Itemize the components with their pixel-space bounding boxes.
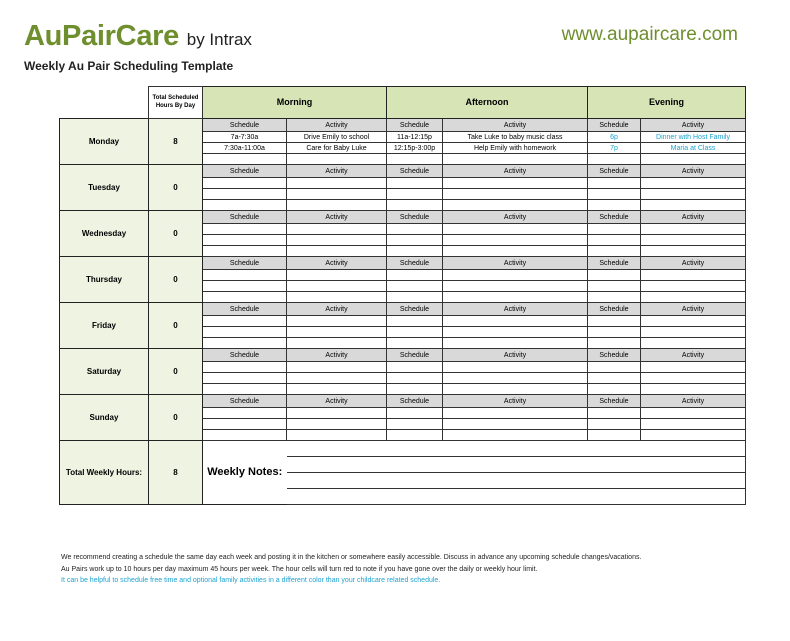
schedule-cell[interactable] (387, 281, 443, 292)
schedule-cell[interactable] (203, 178, 287, 189)
schedule-cell[interactable] (203, 292, 287, 303)
schedule-cell[interactable] (588, 373, 641, 384)
schedule-cell[interactable] (588, 154, 641, 165)
activity-cell[interactable] (641, 292, 746, 303)
activity-cell[interactable] (287, 292, 387, 303)
total-weekly-hours-value: 8 (149, 441, 203, 505)
activity-cell[interactable] (287, 246, 387, 257)
schedule-cell[interactable] (203, 408, 287, 419)
activity-cell[interactable]: Help Emily with homework (443, 143, 588, 154)
day-label-wednesday: Wednesday (60, 211, 149, 257)
activity-cell[interactable]: Dinner with Host Family (641, 132, 746, 143)
activity-cell[interactable] (641, 154, 746, 165)
activity-cell[interactable] (287, 270, 387, 281)
logo-text: AuPairCare (24, 20, 179, 52)
activity-cell[interactable] (641, 200, 746, 211)
schedule-column-header: Schedule (588, 119, 641, 132)
activity-cell[interactable] (443, 384, 588, 395)
evening-header: Evening (588, 87, 746, 119)
activity-cell[interactable] (443, 235, 588, 246)
schedule-cell[interactable] (588, 362, 641, 373)
day-hours-wednesday[interactable]: 0 (149, 211, 203, 257)
schedule-cell[interactable] (203, 281, 287, 292)
activity-cell[interactable] (641, 235, 746, 246)
schedule-column-header: Schedule (387, 211, 443, 224)
schedule-cell[interactable] (588, 281, 641, 292)
schedule-cell[interactable] (387, 316, 443, 327)
activity-cell[interactable] (443, 373, 588, 384)
activity-cell[interactable] (641, 338, 746, 349)
activity-cell[interactable]: Take Luke to baby music class (443, 132, 588, 143)
schedule-column-header: Schedule (588, 349, 641, 362)
activity-column-header: Activity (641, 395, 746, 408)
activity-cell[interactable] (641, 373, 746, 384)
schedule-cell[interactable] (588, 270, 641, 281)
monday-subheader-row (60, 119, 746, 132)
day-hours-monday[interactable]: 8 (149, 119, 203, 165)
schedule-column-header: Schedule (588, 303, 641, 316)
activity-cell[interactable] (641, 419, 746, 430)
activity-cell[interactable] (287, 419, 387, 430)
activity-cell[interactable] (287, 327, 387, 338)
schedule-cell[interactable] (203, 235, 287, 246)
activity-cell[interactable]: Maria at Class (641, 143, 746, 154)
activity-cell[interactable]: Drive Emily to school (287, 132, 387, 143)
schedule-cell[interactable] (203, 327, 287, 338)
schedule-cell[interactable] (203, 362, 287, 373)
activity-cell[interactable] (443, 224, 588, 235)
schedule-cell[interactable] (387, 235, 443, 246)
sunday-subheader-row (60, 395, 746, 408)
schedule-cell[interactable] (588, 292, 641, 303)
activity-column-header: Activity (641, 303, 746, 316)
activity-cell[interactable] (443, 316, 588, 327)
activity-cell[interactable] (287, 430, 387, 441)
schedule-cell[interactable] (387, 178, 443, 189)
activity-column-header: Activity (443, 349, 588, 362)
footer-line-3: It can be helpful to schedule free time and optional family activities in a different color than your childcare related schedule. (61, 577, 441, 584)
schedule-cell[interactable] (387, 189, 443, 200)
schedule-cell[interactable] (387, 408, 443, 419)
activity-cell[interactable] (443, 430, 588, 441)
activity-cell[interactable] (287, 178, 387, 189)
activity-column-header: Activity (287, 395, 387, 408)
activity-cell[interactable] (641, 178, 746, 189)
schedule-column-header: Schedule (203, 349, 287, 362)
schedule-column-header: Schedule (387, 303, 443, 316)
aupaircare-logo (24, 20, 252, 53)
activity-cell[interactable] (443, 327, 588, 338)
activity-column-header: Activity (641, 119, 746, 132)
schedule-cell[interactable] (203, 373, 287, 384)
activity-column-header: Activity (287, 257, 387, 270)
schedule-cell[interactable] (203, 419, 287, 430)
activity-cell[interactable] (443, 200, 588, 211)
activity-cell[interactable] (287, 338, 387, 349)
page-title: Weekly Au Pair Scheduling Template (24, 59, 234, 73)
activity-cell[interactable] (641, 362, 746, 373)
activity-column-header: Activity (641, 257, 746, 270)
schedule-cell[interactable]: 6p (588, 132, 641, 143)
schedule-cell[interactable] (588, 384, 641, 395)
notes-row (60, 441, 746, 457)
activity-cell[interactable] (443, 270, 588, 281)
weekly-notes-line[interactable] (287, 441, 746, 457)
schedule-cell[interactable] (588, 338, 641, 349)
schedule-cell[interactable] (203, 316, 287, 327)
activity-column-header: Activity (287, 165, 387, 178)
activity-cell[interactable] (287, 384, 387, 395)
day-label-saturday: Saturday (60, 349, 149, 395)
schedule-cell[interactable] (203, 270, 287, 281)
schedule-cell[interactable]: 7:30a-11:00a (203, 143, 287, 154)
schedule-cell[interactable]: 7a-7:30a (203, 132, 287, 143)
activity-cell[interactable] (287, 189, 387, 200)
schedule-cell[interactable] (203, 189, 287, 200)
schedule-column-header: Schedule (588, 165, 641, 178)
schedule-column-header: Schedule (588, 257, 641, 270)
schedule-cell[interactable] (387, 270, 443, 281)
logo-subtext: by Intrax (186, 30, 252, 49)
schedule-cell[interactable] (387, 224, 443, 235)
saturday-subheader-row (60, 349, 746, 362)
schedule-column-header: Schedule (387, 165, 443, 178)
activity-cell[interactable] (443, 154, 588, 165)
activity-cell[interactable] (287, 373, 387, 384)
weekly-notes-line[interactable] (287, 457, 746, 473)
schedule-column-header: Schedule (203, 395, 287, 408)
activity-column-header: Activity (287, 303, 387, 316)
day-label-friday: Friday (60, 303, 149, 349)
footer-line-1: We recommend creating a schedule the same day each week and posting it in the kitchen or somewhere easily accessible. Discuss in advance any upcoming schedule changes/vacations. (61, 554, 642, 561)
schedule-cell[interactable] (203, 430, 287, 441)
schedule-cell[interactable] (387, 154, 443, 165)
day-label-tuesday: Tuesday (60, 165, 149, 211)
schedule-column-header: Schedule (203, 119, 287, 132)
activity-cell[interactable] (443, 178, 588, 189)
activity-cell[interactable]: Care for Baby Luke (287, 143, 387, 154)
activity-cell[interactable] (641, 384, 746, 395)
schedule-cell[interactable] (387, 338, 443, 349)
friday-subheader-row (60, 303, 746, 316)
schedule-cell[interactable] (588, 419, 641, 430)
schedule-cell[interactable] (387, 246, 443, 257)
activity-column-header: Activity (641, 211, 746, 224)
schedule-cell[interactable] (203, 154, 287, 165)
activity-cell[interactable] (287, 235, 387, 246)
schedule-column-header: Schedule (203, 257, 287, 270)
activity-cell[interactable] (443, 246, 588, 257)
schedule-cell[interactable] (387, 292, 443, 303)
schedule-cell[interactable] (588, 178, 641, 189)
day-hours-saturday[interactable]: 0 (149, 349, 203, 395)
schedule-column-header: Schedule (203, 211, 287, 224)
activity-column-header: Activity (443, 119, 588, 132)
total-weekly-hours-label: Total Weekly Hours: (60, 441, 149, 505)
schedule-cell[interactable]: 11a-12:15p (387, 132, 443, 143)
header-row (60, 87, 746, 119)
activity-cell[interactable] (641, 189, 746, 200)
schedule-cell[interactable] (588, 189, 641, 200)
activity-cell[interactable] (641, 408, 746, 419)
activity-cell[interactable] (641, 316, 746, 327)
schedule-column-header: Schedule (387, 349, 443, 362)
activity-column-header: Activity (287, 119, 387, 132)
activity-cell[interactable] (641, 430, 746, 441)
schedule-table (59, 86, 746, 505)
schedule-cell[interactable] (588, 408, 641, 419)
activity-cell[interactable] (443, 419, 588, 430)
day-label-thursday: Thursday (60, 257, 149, 303)
activity-cell[interactable] (443, 408, 588, 419)
activity-cell[interactable] (443, 281, 588, 292)
day-label-monday: Monday (60, 119, 149, 165)
schedule-column-header: Schedule (387, 257, 443, 270)
schedule-cell[interactable] (387, 430, 443, 441)
activity-column-header: Activity (443, 165, 588, 178)
schedule-cell[interactable] (387, 327, 443, 338)
activity-cell[interactable] (443, 362, 588, 373)
afternoon-header: Afternoon (387, 87, 588, 119)
activity-column-header: Activity (443, 303, 588, 316)
schedule-cell[interactable] (203, 224, 287, 235)
activity-column-header: Activity (641, 349, 746, 362)
schedule-column-header: Schedule (203, 165, 287, 178)
activity-cell[interactable] (287, 316, 387, 327)
activity-cell[interactable] (443, 338, 588, 349)
day-hours-sunday[interactable]: 0 (149, 395, 203, 441)
activity-cell[interactable] (641, 270, 746, 281)
activity-cell[interactable] (287, 281, 387, 292)
schedule-cell[interactable] (387, 384, 443, 395)
wednesday-subheader-row (60, 211, 746, 224)
schedule-cell[interactable] (387, 362, 443, 373)
activity-cell[interactable] (287, 200, 387, 211)
schedule-cell[interactable] (387, 419, 443, 430)
thursday-subheader-row (60, 257, 746, 270)
footer-notes (61, 552, 641, 587)
schedule-cell[interactable]: 7p (588, 143, 641, 154)
activity-cell[interactable] (641, 224, 746, 235)
footer-line-2: Au Pairs work up to 10 hours per day maximum 45 hours per week. The hour cells will turn red to note if you have gone over the daily or weekly hour limit. (61, 565, 538, 573)
activity-cell[interactable] (287, 224, 387, 235)
morning-header: Morning (203, 87, 387, 119)
schedule-cell[interactable] (588, 316, 641, 327)
weekly-notes-line[interactable] (287, 473, 746, 489)
activity-cell[interactable] (641, 246, 746, 257)
schedule-cell[interactable] (588, 200, 641, 211)
activity-cell[interactable] (287, 408, 387, 419)
activity-column-header: Activity (443, 211, 588, 224)
schedule-cell[interactable] (203, 200, 287, 211)
activity-column-header: Activity (641, 165, 746, 178)
activity-cell[interactable] (287, 154, 387, 165)
schedule-cell[interactable]: 12:15p-3:00p (387, 143, 443, 154)
schedule-cell[interactable] (203, 338, 287, 349)
schedule-cell[interactable] (588, 224, 641, 235)
activity-column-header: Activity (287, 349, 387, 362)
activity-column-header: Activity (443, 257, 588, 270)
schedule-column-header: Schedule (387, 395, 443, 408)
schedule-cell[interactable] (588, 235, 641, 246)
schedule-cell[interactable] (588, 430, 641, 441)
schedule-cell[interactable] (203, 246, 287, 257)
hours-by-day-header: Total Scheduled Hours By Day (149, 87, 203, 119)
schedule-column-header: Schedule (588, 211, 641, 224)
weekly-notes-line[interactable] (287, 489, 746, 505)
header-blank (60, 87, 149, 119)
website-url[interactable]: www.aupaircare.com (561, 24, 738, 45)
activity-column-header: Activity (443, 395, 588, 408)
day-hours-tuesday[interactable]: 0 (149, 165, 203, 211)
day-hours-friday[interactable]: 0 (149, 303, 203, 349)
day-hours-thursday[interactable]: 0 (149, 257, 203, 303)
tuesday-subheader-row (60, 165, 746, 178)
activity-cell[interactable] (443, 189, 588, 200)
activity-cell[interactable] (641, 281, 746, 292)
schedule-column-header: Schedule (588, 395, 641, 408)
schedule-cell[interactable] (203, 384, 287, 395)
activity-cell[interactable] (443, 292, 588, 303)
schedule-column-header: Schedule (203, 303, 287, 316)
day-label-sunday: Sunday (60, 395, 149, 441)
activity-cell[interactable] (287, 362, 387, 373)
schedule-cell[interactable] (588, 246, 641, 257)
schedule-cell[interactable] (387, 200, 443, 211)
schedule-cell[interactable] (588, 327, 641, 338)
activity-column-header: Activity (287, 211, 387, 224)
activity-cell[interactable] (641, 327, 746, 338)
weekly-notes-label: Weekly Notes: (203, 441, 287, 505)
schedule-column-header: Schedule (387, 119, 443, 132)
schedule-cell[interactable] (387, 373, 443, 384)
